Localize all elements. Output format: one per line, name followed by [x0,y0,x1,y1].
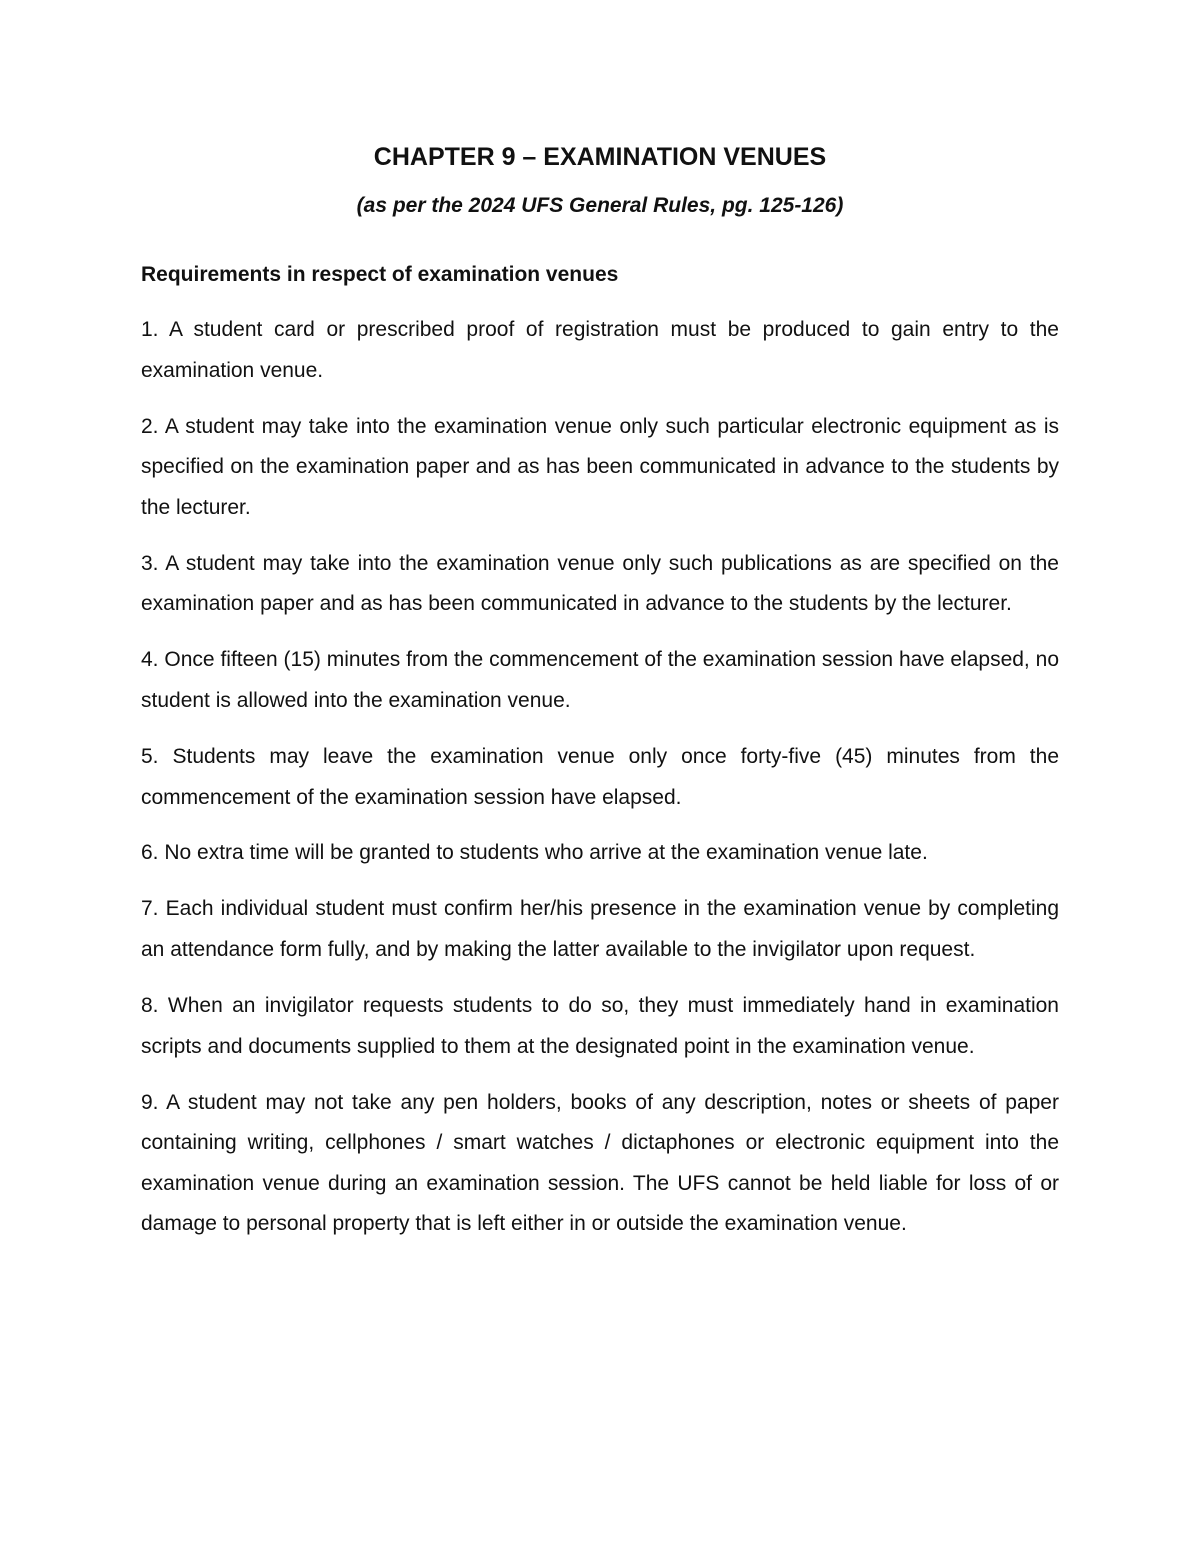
rule-number: 9. [141,1090,159,1114]
chapter-title: CHAPTER 9 – EXAMINATION VENUES [373,143,827,171]
rule-number: 2. [141,414,159,438]
rule-text: When an invigilator requests students to do so, they must immediately hand in examination scripts and documents supplied to them at the designated point in the examination venue. [141,994,1059,1058]
rule-item [141,986,1059,1067]
rule-number: 7. [141,897,159,921]
rule-number: 8. [141,994,159,1018]
rule-item [141,640,1059,721]
rule-text: Once fifteen (15) minutes from the commencement of the examination session have elapsed, no student is allowed into the examination venue. [141,648,1059,712]
rule-item [141,407,1059,529]
rule-number: 4. [141,648,159,672]
rule-number: 1. [141,318,159,341]
rule-number: 6. [141,841,159,865]
rule-item [141,544,1059,625]
rule-item [141,833,1059,874]
rule-text: No extra time will be granted to students who arrive at the examination venue late. [164,841,928,865]
rule-text: A student card or prescribed proof of registration must be produced to gain entry to the examination venue. [141,318,1059,382]
rule-text: Each individual student must confirm her/his presence in the examination venue by completing an attendance form fully, and by making the latter available to the invigilator upon request. [141,897,1059,962]
rule-item [141,889,1059,970]
rules-list [141,310,1059,1260]
rule-item [141,310,1059,391]
section-heading: Requirements in respect of examination venues [141,263,619,286]
rule-text: A student may take into the examination venue only such publications as are specified on the examination paper and as has been communicated in advance to the students by the lecturer. [141,551,1059,616]
rule-number: 5. [141,744,159,768]
rule-text: A student may not take any pen holders, books of any description, notes or sheets of paper containing writing, cellphones / smart watches / dictaphones or electronic equipment into the examination venue during an examination session. The UFS cannot be held liable for loss of or damage to personal property that is left either in or outside the examination venue. [141,1090,1059,1236]
rule-text: A student may take into the examination venue only such particular electronic equipment as is specified on the examination paper and as has been communicated in advance to the students by the lecturer. [141,414,1059,519]
rule-item [141,737,1059,818]
rule-number: 3. [141,551,159,575]
rule-text: Students may leave the examination venue only once forty-five (45) minutes from the commencement of the examination session have elapsed. [141,744,1059,809]
rule-item [141,1083,1059,1245]
chapter-subtitle: (as per the 2024 UFS General Rules, pg. 125-126) [356,194,844,217]
